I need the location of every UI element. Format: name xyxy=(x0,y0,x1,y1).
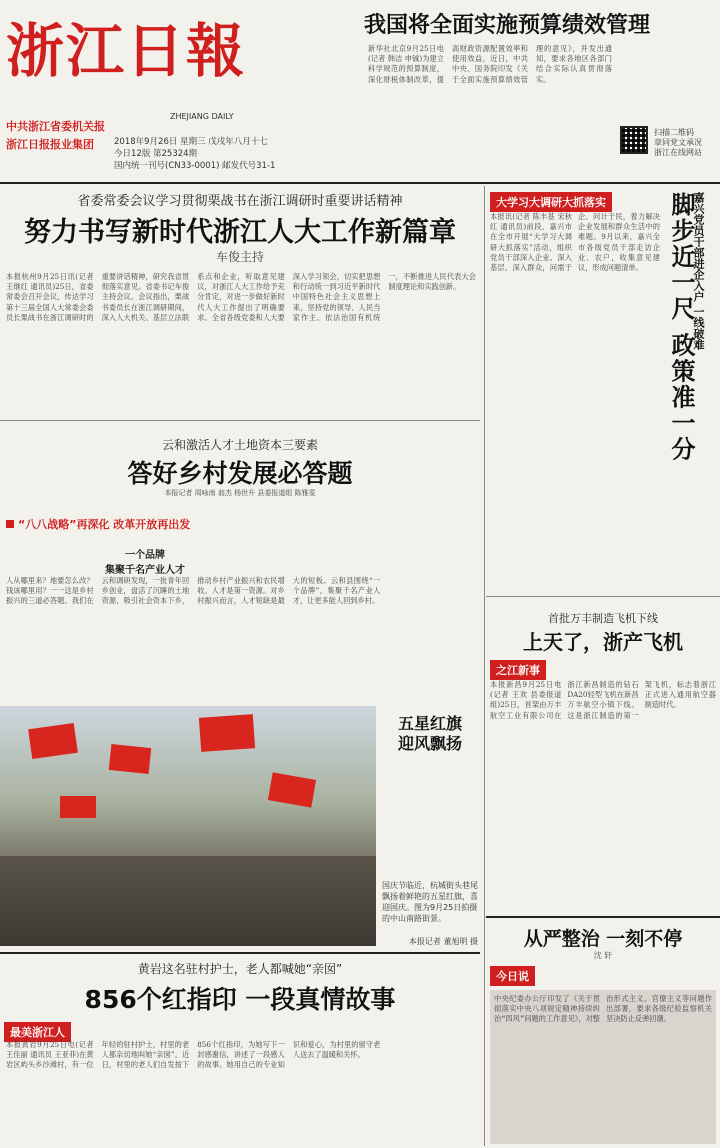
right-sub-body: 本报新昌9月25日电(记者 王欢 县委报道组)25日，首架由万丰航空工业有限公司在浙江新昌制造的钻石DA20轻型飞机在新昌万丰航空小镇下线。这是浙江制造的第一架飞机，标志着浙江正式进入通用航空器制造时代。 xyxy=(490,680,716,720)
right-divider xyxy=(486,596,720,597)
second-body: 人从哪里来？地要怎么改？钱该哪里用？一一这是乡村振兴的三道必答题。我们在云和调研发现，一批青年回乡创业，盘活了沉睡的土地资源，吸引社会资本下乡，推动乡村产业振兴和农民增收。人才是第一资源。对乡村振兴而言，人才短缺是最大的短板。云和县围绕“一个品牌”，集聚千名产业人才，让更多能人回到乡村。 xyxy=(6,576,381,606)
photo-credit: 本报记者 董旭明 摄 xyxy=(408,937,478,946)
flag-shape xyxy=(28,723,78,759)
right-sub-headline[interactable]: 上天了，浙产飞机 xyxy=(523,630,683,654)
today-body: 中央纪委办公厅印发了《关于贯彻落实中央八项规定精神持续纠治“四风”问题的工作意见》，对整治形式主义、官僚主义等问题作出部署，要求各级纪检监察机关坚决防止反弹回潮。 xyxy=(490,990,716,1144)
lead-byline: 车俊主持 xyxy=(215,250,264,264)
top-story-headline[interactable]: 我国将全面实施预算绩效管理 xyxy=(364,13,651,38)
qr-code-icon xyxy=(620,126,648,154)
second-kicker: 云和激活人才土地资本三要素 xyxy=(161,438,318,452)
date-line-2: 今日12版 第25324期 xyxy=(114,149,198,159)
right-body: 本报讯(记者 陈丰基 宋秋红 通讯员)前段，嘉兴市在全市开展“大学习大调研大抓落实”活动，组织党员干部深入企业、深入基层、深入群众，问需于企、问计于民，着力解决企业发展和群众生活中的难题。9月以来，嘉兴全市各级党员干部走访企业、农户，收集意见建议，形成问题清单。 xyxy=(490,212,660,273)
top-story-body: 新华社北京9月25日电(记者 韩洁 申铖)为建立科学规范的预算制度，深化财税体制改革，提高财政资源配置效率和使用效益，近日，中共中央、国务院印发《关于全面实施预算绩效管理的意见》，并发出通知，要求各地区各部门结合实际认真贯彻落实。 xyxy=(368,44,612,84)
comment-headline[interactable]: 从严整治 一刻不停 xyxy=(523,928,683,950)
second-sub-kicker: 一个品牌 xyxy=(125,550,165,561)
today-tag: 今日说 xyxy=(490,966,535,986)
lead-divider xyxy=(0,420,480,421)
second-subhead-block xyxy=(100,546,190,576)
masthead xyxy=(0,0,720,182)
newspaper-logo: 浙江日報 xyxy=(6,17,247,85)
photo-headline-line2: 迎风飘扬 xyxy=(397,734,462,753)
crowd-shape xyxy=(0,856,376,946)
date-line-3: 国内统一刊号(CN33-0001) 邮发代号31-1 xyxy=(114,161,276,171)
right-sub-kicker: 首批万丰制造飞机下线 xyxy=(548,612,658,625)
photo-headline xyxy=(382,714,478,754)
qr-caption: 扫描二维码 章同党文承况 浙江在线网站 xyxy=(654,128,702,157)
column-divider xyxy=(484,186,485,1146)
newspaper-logo-english: ZHEJIANG DAILY xyxy=(170,112,234,121)
street-photo[interactable] xyxy=(0,706,376,946)
bottom-tag: 最美浙江人 xyxy=(4,1022,71,1042)
comment-divider xyxy=(486,916,720,918)
bottom-kicker: 黄岩这名驻村护士，老人都喊她“亲囡” xyxy=(137,962,343,976)
second-tag: “八八战略”再深化 改革开放再出发 xyxy=(6,516,190,532)
date-line xyxy=(114,136,275,172)
photo-caption: 国庆节临近，杭城街头巷尾飘扬着鲜艳的五星红旗，喜迎国庆。图为9月25日拍摄的中山南路街景。 xyxy=(382,881,478,923)
comment-author: 沈 轩 xyxy=(593,951,613,960)
organization-label: 中共浙江省委机关报 xyxy=(6,120,105,133)
right-sub-tag: 之江新事 xyxy=(490,660,546,680)
second-headline[interactable]: 答好乡村发展必答题 xyxy=(127,459,353,488)
flag-shape xyxy=(268,772,316,807)
second-sub-head: 集聚千名产业人才 xyxy=(105,565,185,576)
bottom-body: 本报黄岩9月25日电(记者 王佳丽 通讯员 王亚菲)在黄岩区屿头乡沙滩村，有一位年轻的驻村护士，村里的老人都亲切地叫她“亲囡”。近日，村里的老人们自发按下856个红指印，为她写下一封感谢信，讲述了一段感人的故事。她用自己的专业知识和爱心，为村里的留守老人送去了温暖和关怀。 xyxy=(6,1040,381,1070)
right-vertical-headline[interactable]: 脚步近一尺 政策准一分 xyxy=(667,192,695,463)
flag-shape xyxy=(199,714,255,752)
date-line-1: 2018年9月26日 星期三 戊戌年八月十七 xyxy=(114,137,268,147)
photo-headline-line1: 五星红旗 xyxy=(397,714,462,733)
lead-headline[interactable]: 努力书写新时代浙江人大工作新篇章 xyxy=(24,217,456,248)
second-byline: 本报记者 周咏南 翁杰 杨世升 县委报道组 陈雅雯 xyxy=(164,489,316,497)
flag-shape xyxy=(60,796,96,818)
bottom-headline[interactable]: 856个红指印 一段真情故事 xyxy=(84,985,396,1014)
flag-shape xyxy=(109,744,151,774)
masthead-divider xyxy=(0,182,720,184)
lead-body: 本报杭州9月25日讯(记者 王继红 通讯员)25日，省委常委会召开会议，传达学习第十三届全国人大常委会委员长栗战书在浙江调研时的重要讲话精神，研究我省贯彻落实意见。省委书记车俊主持会议。会议指出，栗战书委员长在浙江调研期间，深入人大机关、基层立法联系点和企业，听取意见建议，对浙江人大工作给予充分肯定，对进一步做好新时代人大工作提出了明确要求。全省各级党委和人大要深入学习领会，切实把思想和行动统一到习近平新时代中国特色社会主义思想上来，坚持党的领导、人民当家作主、依法治国有机统一，不断推进人民代表大会制度理论和实践创新。 xyxy=(6,272,476,322)
right-vertical-kicker: 嘉兴党员干部进企入户 一线破难 xyxy=(692,192,705,350)
group-label: 浙江日报报业集团 xyxy=(6,138,94,151)
lead-kicker: 省委常委会议学习贯彻栗战书在浙江调研时重要讲话精神 xyxy=(77,194,403,209)
bottom-divider xyxy=(0,952,480,954)
right-tag: 大学习大调研大抓落实 xyxy=(490,192,612,212)
